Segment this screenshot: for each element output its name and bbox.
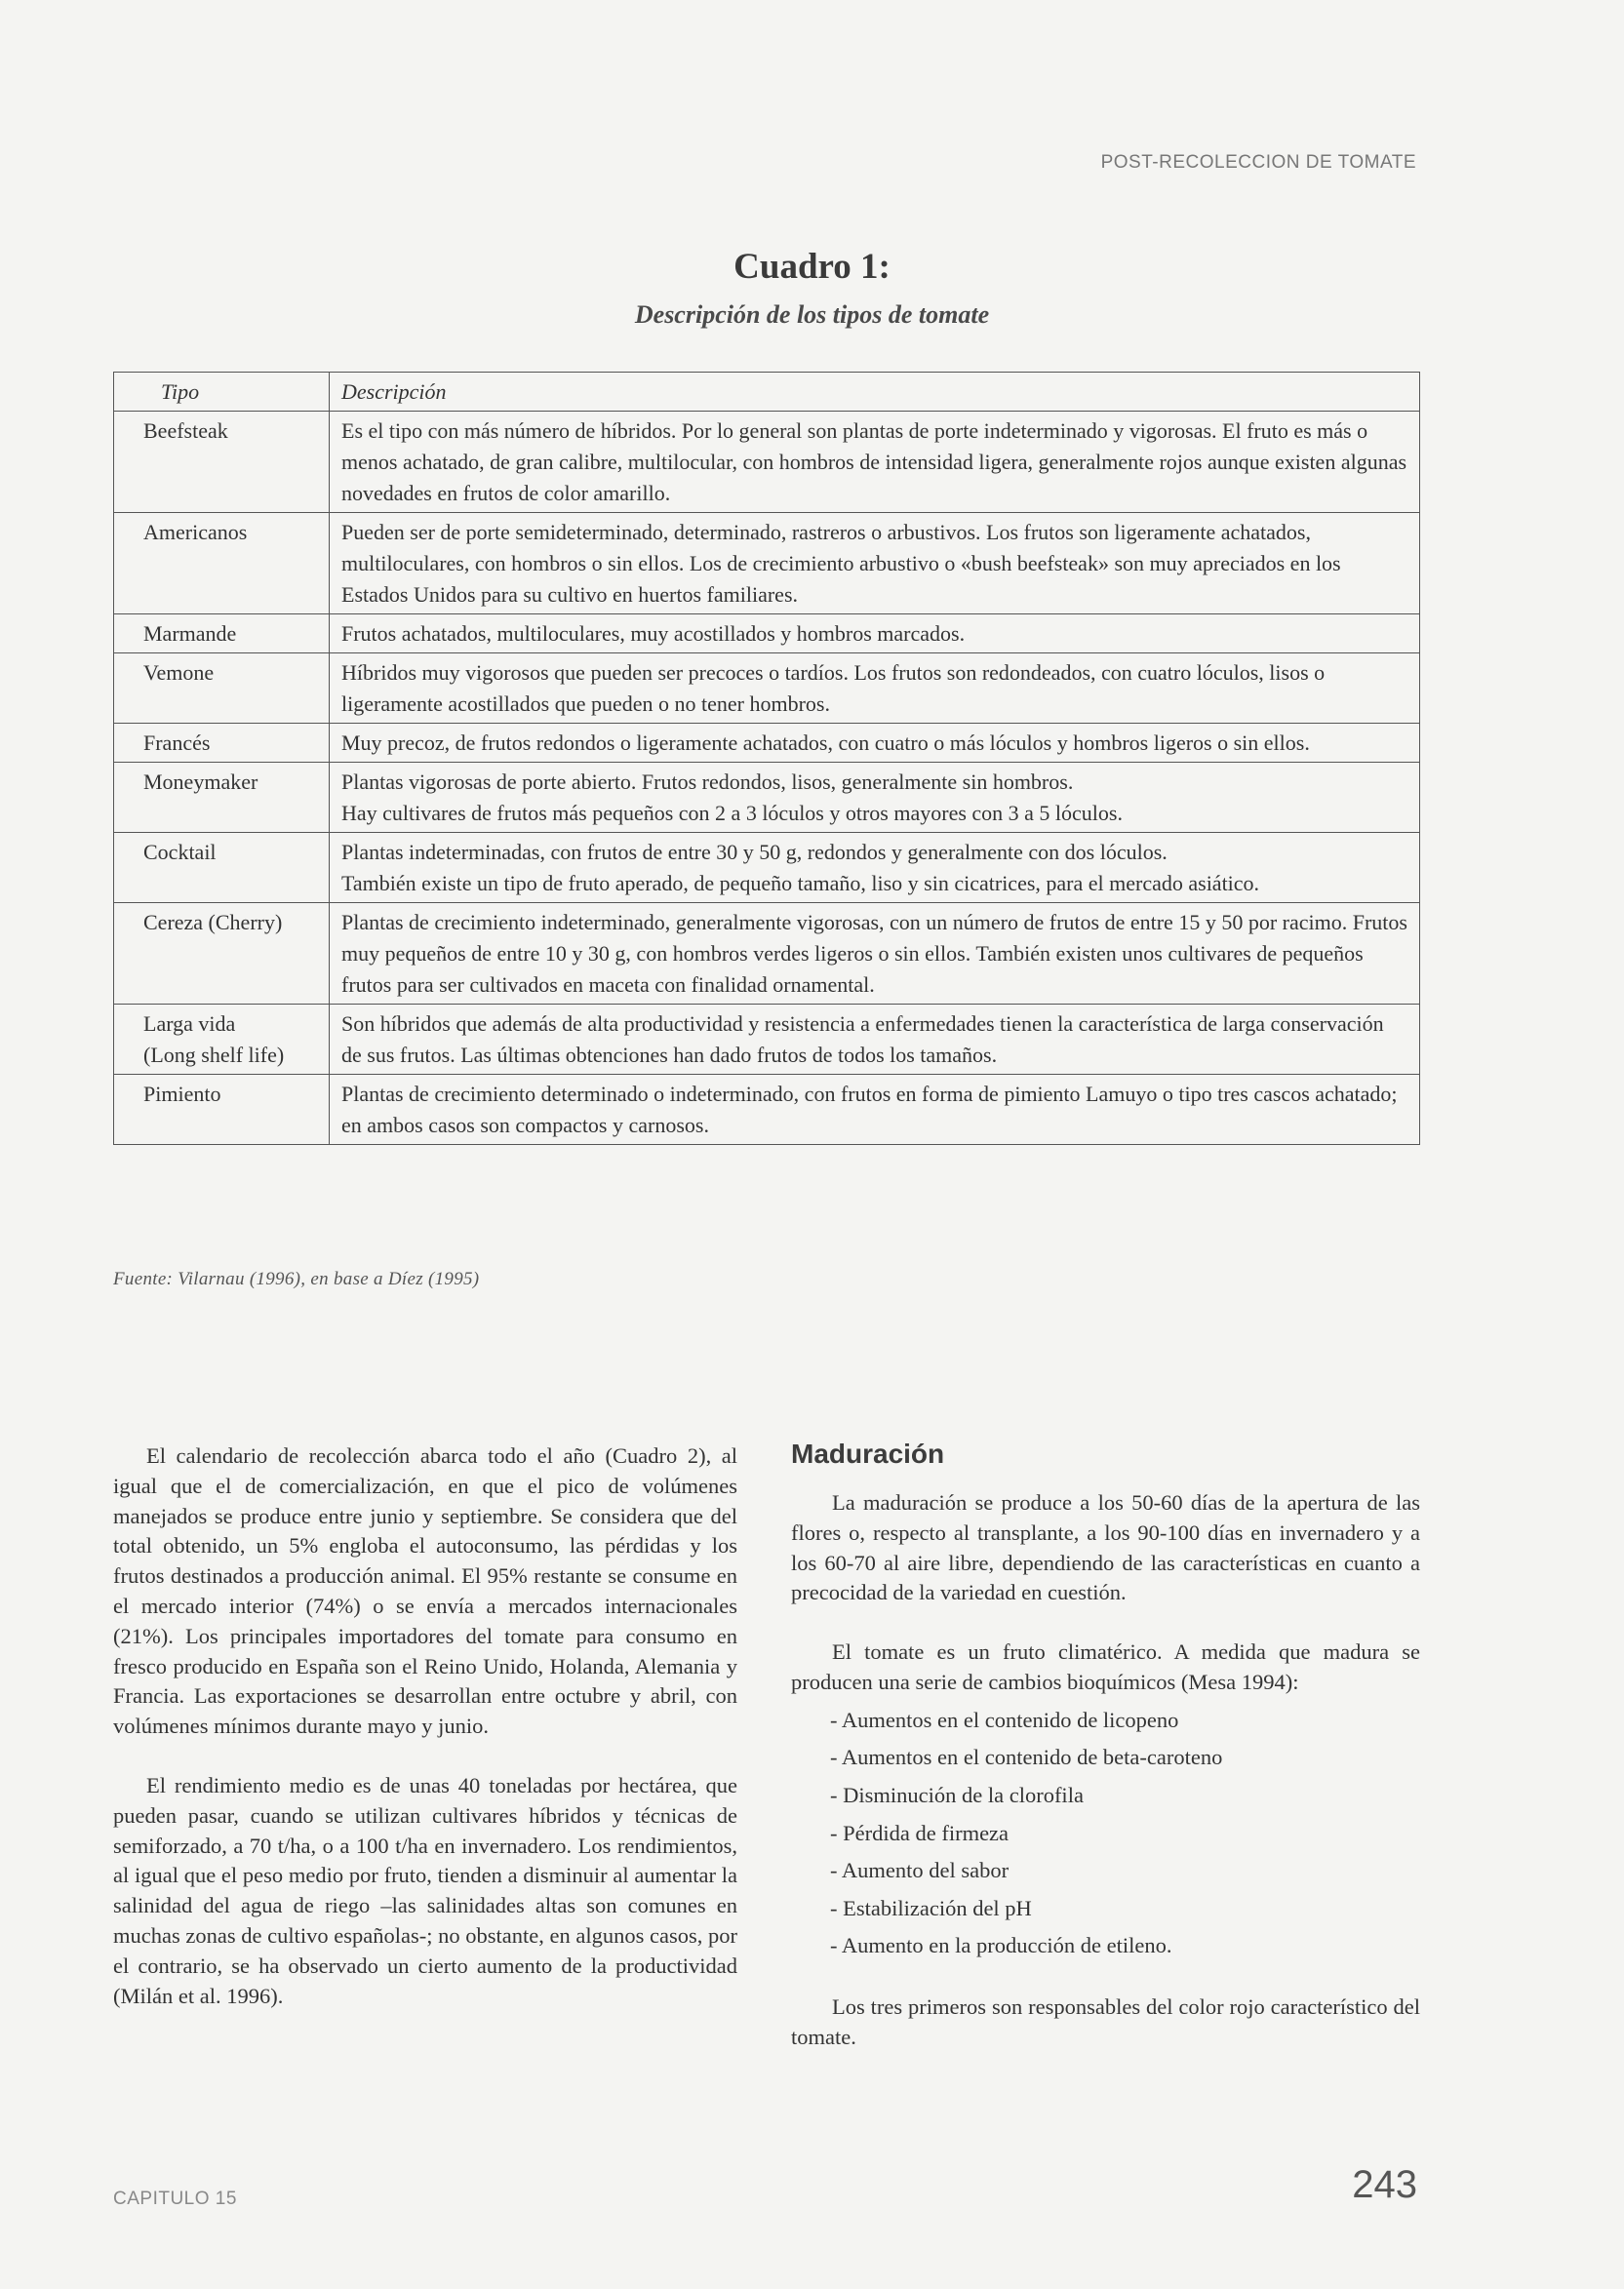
biochemical-changes-list: [791, 1702, 1420, 1965]
table-row: [114, 903, 1420, 1005]
tipo-cell: Moneymaker: [114, 763, 330, 833]
body-paragraph: El calendario de recolección abarca todo el año (Cuadro 2), al igual que el de comercialización, en que el pico de volúmenes manejados se produce entre junio y septiembre. Se considera que del total obtenido, un 5% engloba el autoconsumo, las pérdidas y los frutos destinados a producción animal. El 95% restante se consume en el mercado interior (74%) o se envía a mercados internacionales (21%). Los principales importadores del tomate para consumo en fresco producido en España son el Reino Unido, Holanda, Alemania y Francia. Las exportaciones se desarrollan entre octubre y abril, con volúmenes mínimos durante mayo y junio.: [113, 1443, 737, 1739]
descripcion-cell: Pueden ser de porte semideterminado, determinado, rastreros o arbustivos. Los frutos son ligeramente achatados, multiloculares, con hombros o sin ellos. Los de crecimiento arbustivo o «bush beefsteak» son muy apreciados en los Estados Unidos para su cultivo en huertos familiares.: [330, 513, 1420, 614]
table-title: Cuadro 1:: [733, 247, 891, 287]
table-row: [114, 1005, 1420, 1075]
table-row: [114, 763, 1420, 833]
body-paragraph: Los tres primeros son responsables del color rojo característico del tomate.: [791, 1993, 1420, 2049]
descripcion-line: También existe un tipo de fruto aperado, de pequeño tamaño, liso y sin cicatrices, para el mercado asiático.: [341, 871, 1260, 895]
descripcion-line: Plantas vigorosas de porte abierto. Frutos redondos, lisos, generalmente sin hombros.: [341, 770, 1074, 794]
descripcion-line: Hay cultivares de frutos más pequeños con 2 a 3 lóculos y otros mayores con 3 a 5 lóculos.: [341, 801, 1123, 825]
section-heading-maduracion: Maduración: [791, 1439, 945, 1469]
list-item: - Aumento del sabor: [830, 1858, 1010, 1883]
tipo-cell: Cocktail: [114, 833, 330, 903]
column-header-tipo: Tipo: [114, 373, 330, 412]
tipo-line: Larga vida: [143, 1011, 236, 1036]
table-row: [114, 1075, 1420, 1145]
tipo-cell: Cereza (Cherry): [114, 903, 330, 1005]
tomato-types-table: [113, 372, 1420, 1145]
descripcion-cell: Muy precoz, de frutos redondos o ligeramente achatados, con cuatro o más lóculos y hombros ligeros o sin ellos.: [330, 724, 1420, 763]
table-row: [114, 412, 1420, 513]
body-paragraph: La maduración se produce a los 50-60 días de la apertura de las flores o, respecto al transplante, a los 90-100 días en invernadero y a los 60-70 al aire libre, dependiendo de las características en cuanto a precocidad de la variedad en cuestión.: [791, 1490, 1420, 1605]
tipo-cell: Beefsteak: [114, 412, 330, 513]
list-item: - Aumento en la producción de etileno.: [830, 1933, 1172, 1958]
table-row: [114, 833, 1420, 903]
tipo-cell: Francés: [114, 724, 330, 763]
list-item: - Estabilización del pH: [830, 1895, 1032, 1920]
body-paragraph: El tomate es un fruto climatérico. A medida que madura se producen una serie de cambios bioquímicos (Mesa 1994):: [791, 1639, 1420, 1694]
tipo-cell: Vemone: [114, 653, 330, 724]
descripcion-cell: Es el tipo con más número de híbridos. Por lo general son plantas de porte indeterminado y vigorosas. El fruto es más o menos achatado, de gran calibre, multilocular, con hombros de intensidad ligera, generalmente rojos aunque existen algunas novedades en frutos de color amarillo.: [330, 412, 1420, 513]
body-paragraph: El rendimiento medio es de unas 40 toneladas por hectárea, que pueden pasar, cuando se utilizan cultivares híbridos y técnicas de semiforzado, a 70 t/ha, o a 100 t/ha en invernadero. Los rendimientos, al igual que el peso medio por fruto, tienden a disminuir al aumentar la salinidad del agua de riego –las salinidades altas son comunes en muchas zonas de cultivo españolas-; no obstante, en algunos casos, por el contrario, se ha observado un cierto aumento de la productividad (Milán et al. 1996).: [113, 1772, 737, 2008]
list-item: - Aumentos en el contenido de beta-caroteno: [830, 1745, 1223, 1770]
table-row: [114, 724, 1420, 763]
table-source-note: Fuente: Vilarnau (1996), en base a Díez (1995): [113, 1269, 480, 1289]
table-subtitle: Descripción de los tipos de tomate: [634, 300, 990, 329]
descripcion-cell: Plantas de crecimiento indeterminado, generalmente vigorosas, con un número de frutos de entre 15 y 50 por racimo. Frutos muy pequeños de entre 10 y 30 g, con hombros verdes ligeros o sin ellos. También existen unos cultivares de pequeños frutos para ser cultivados en maceta con finalidad ornamental.: [330, 903, 1420, 1005]
list-item: - Aumentos en el contenido de licopeno: [830, 1707, 1179, 1732]
tipo-cell: Pimiento: [114, 1075, 330, 1145]
right-column: [791, 1438, 1420, 2082]
descripcion-cell: Híbridos muy vigorosos que pueden ser precoces o tardíos. Los frutos son redondeados, con cuatro lóculos, lisos o ligeramente acostillados que pueden o no tener hombros.: [330, 653, 1420, 724]
list-item: - Disminución de la clorofila: [830, 1782, 1084, 1807]
list-item: - Pérdida de firmeza: [830, 1820, 1010, 1845]
descripcion-line: Plantas indeterminadas, con frutos de entre 30 y 50 g, redondos y generalmente con dos lóculos.: [341, 840, 1168, 864]
descripcion-cell: [330, 763, 1420, 833]
tipo-cell: Marmande: [114, 614, 330, 653]
left-column: [113, 1441, 737, 2040]
tipo-line: (Long shelf life): [143, 1043, 285, 1067]
tipo-cell: Americanos: [114, 513, 330, 614]
descripcion-cell: Plantas de crecimiento determinado o indeterminado, con frutos en forma de pimiento Lamuyo o tipo tres cascos achatado; en ambos casos son compactos y carnosos.: [330, 1075, 1420, 1145]
table-row: [114, 513, 1420, 614]
table-row: [114, 653, 1420, 724]
running-header: POST-RECOLECCION DE TOMATE: [1100, 152, 1416, 173]
descripcion-cell: Son híbridos que además de alta productividad y resistencia a enfermedades tienen la característica de larga conservación de sus frutos. Las últimas obtenciones han dado frutos de todos los tamaños.: [330, 1005, 1420, 1075]
descripcion-cell: [330, 833, 1420, 903]
descripcion-cell: Frutos achatados, multiloculares, muy acostillados y hombros marcados.: [330, 614, 1420, 653]
page-number: 243: [1352, 2163, 1417, 2206]
table-header-row: [114, 373, 1420, 412]
chapter-label: CAPITULO 15: [113, 2189, 237, 2209]
column-header-descripcion: Descripción: [330, 373, 1420, 412]
tipo-cell: [114, 1005, 330, 1075]
table-row: [114, 614, 1420, 653]
